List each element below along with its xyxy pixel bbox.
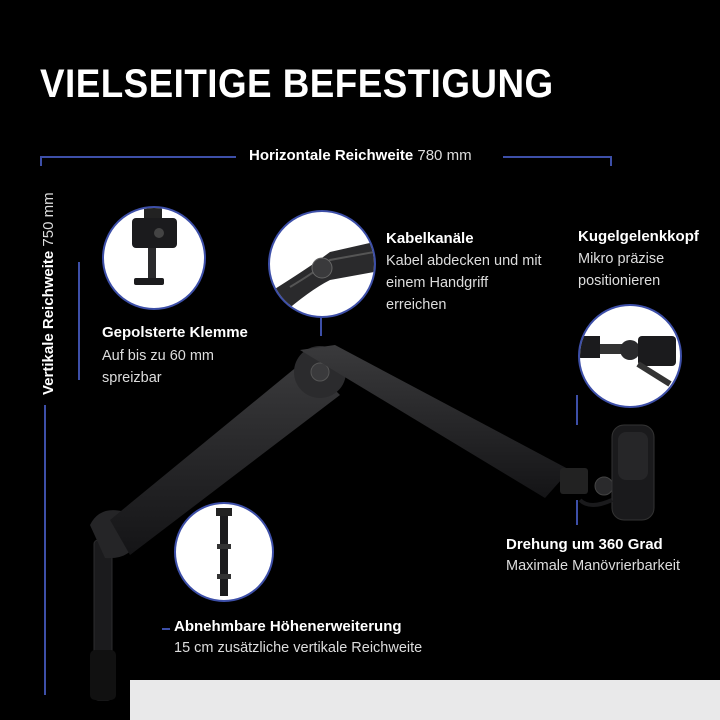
clamp-title: Gepolsterte Klemme — [102, 324, 248, 341]
ball-joint-detail-image — [578, 304, 682, 408]
height-extension-detail-image — [174, 502, 274, 602]
page-title: VIELSEITIGE BEFESTIGUNG — [40, 62, 554, 106]
rotation-title: Drehung um 360 Grad — [506, 536, 663, 553]
ball-joint-text-line2: positionieren — [578, 273, 661, 289]
vertical-reach-title: Vertikale Reichweite — [40, 250, 57, 395]
cable-channel-text-line3: erreichen — [386, 297, 447, 313]
clamp-detail-image — [102, 206, 206, 310]
ball-joint-title: Kugelgelenkkopf — [578, 228, 699, 245]
cable-channel-text-line1: Kabel abdecken und mit — [386, 253, 542, 269]
horizontal-reach-title: Horizontale Reichweite — [249, 147, 414, 164]
ball-joint-text-line1: Mikro präzise — [578, 251, 665, 267]
cable-channel-text-line2: einem Handgriff — [386, 275, 489, 291]
horizontal-reach-value: 780 mm — [417, 147, 472, 164]
clamp-text — [102, 345, 214, 389]
cable-channel-detail-image — [268, 210, 376, 318]
clamp-text-line1: Auf bis zu 60 mm — [102, 348, 215, 364]
rotation-text: Maximale Manövrierbarkeit — [506, 558, 681, 574]
height-extension-text: 15 cm zusätzliche vertikale Reichweite — [174, 640, 423, 656]
height-extension-title: Abnehmbare Höhenerweiterung — [174, 618, 402, 635]
ball-joint-text — [578, 248, 664, 292]
cable-channel-title: Kabelkanäle — [386, 230, 474, 247]
cable-channel-text — [386, 250, 542, 316]
clamp-text-line2: spreizbar — [102, 370, 162, 386]
vertical-reach-value: 750 mm — [40, 192, 57, 247]
